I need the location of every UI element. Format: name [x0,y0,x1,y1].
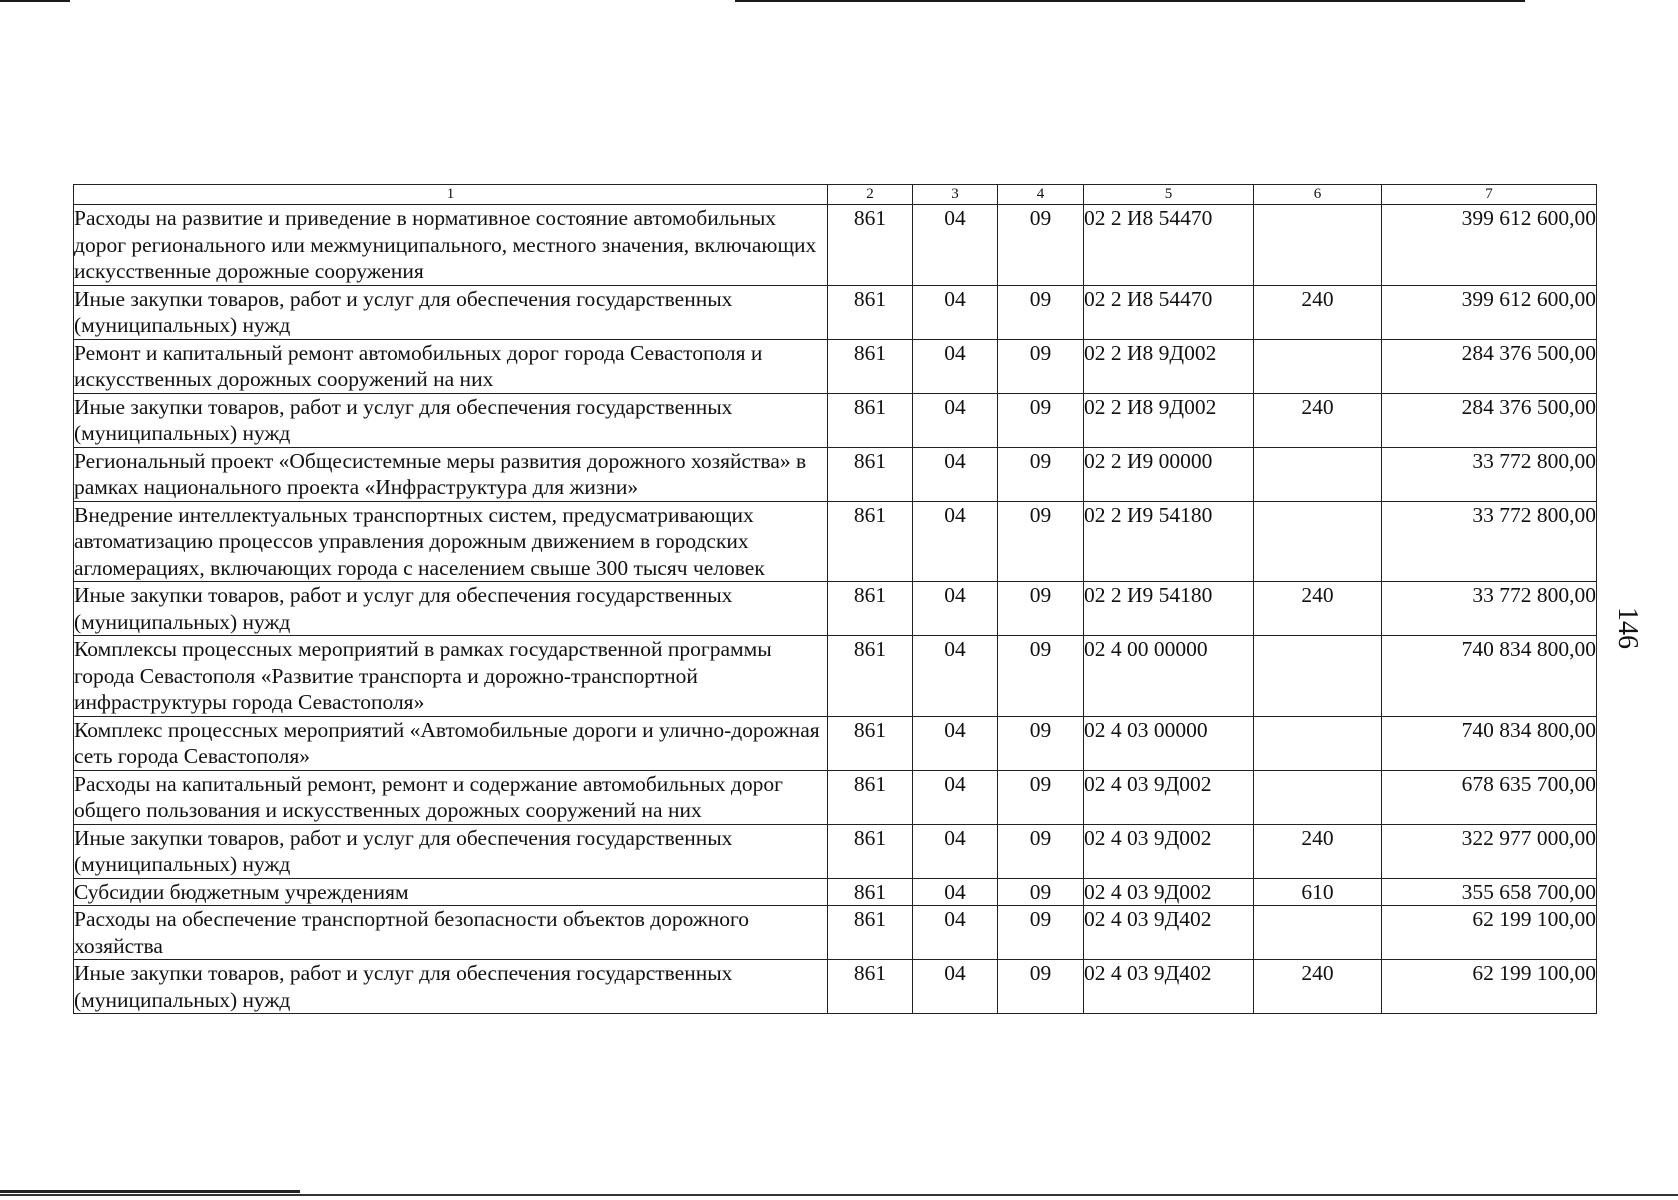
target-article-cell: 02 2 И9 54180 [1084,501,1254,582]
table-row [74,447,1597,501]
target-article-cell: 02 4 00 00000 [1084,636,1254,717]
amount-cell: 399 612 600,00 [1382,285,1597,339]
amount-cell: 62 199 100,00 [1382,906,1597,960]
subsection-cell: 09 [998,393,1084,447]
section-cell: 04 [913,501,998,582]
column-header-4: 4 [998,185,1084,205]
scan-edge-line [0,0,70,2]
table-row [74,636,1597,717]
admin-code-cell: 861 [828,636,913,717]
table-row [74,582,1597,636]
table-row [74,716,1597,770]
expense-type-cell: 240 [1254,824,1382,878]
target-article-cell: 02 2 И8 9Д002 [1084,339,1254,393]
expense-type-cell: 240 [1254,582,1382,636]
column-header-1: 1 [74,185,828,205]
admin-code-cell: 861 [828,824,913,878]
subsection-cell: 09 [998,447,1084,501]
row-name-cell: Внедрение интеллектуальных транспортных систем, предусматривающих автоматизацию процессов управления дорожным движением в городских агломерациях, включающих города с населением свыше 300 тысяч человек [74,501,828,582]
header-row [74,185,1597,205]
expense-type-cell: 240 [1254,393,1382,447]
section-cell: 04 [913,960,998,1014]
expense-type-cell [1254,339,1382,393]
target-article-cell: 02 4 03 9Д402 [1084,960,1254,1014]
budget-table [73,184,1597,1014]
expense-type-cell: 610 [1254,878,1382,906]
section-cell: 04 [913,770,998,824]
expense-type-cell [1254,205,1382,286]
target-article-cell: 02 2 И9 00000 [1084,447,1254,501]
section-cell: 04 [913,636,998,717]
section-cell: 04 [913,205,998,286]
expense-type-cell [1254,447,1382,501]
amount-cell: 284 376 500,00 [1382,339,1597,393]
amount-cell: 740 834 800,00 [1382,636,1597,717]
admin-code-cell: 861 [828,205,913,286]
target-article-cell: 02 4 03 9Д002 [1084,878,1254,906]
target-article-cell: 02 4 03 9Д402 [1084,906,1254,960]
column-header-6: 6 [1254,185,1382,205]
table-row [74,501,1597,582]
subsection-cell: 09 [998,824,1084,878]
scan-edge-line [0,1190,300,1193]
amount-cell: 33 772 800,00 [1382,501,1597,582]
amount-cell: 62 199 100,00 [1382,960,1597,1014]
row-name-cell: Иные закупки товаров, работ и услуг для обеспечения государственных (муниципальных) нужд [74,582,828,636]
subsection-cell: 09 [998,501,1084,582]
table-row [74,285,1597,339]
column-header-5: 5 [1084,185,1254,205]
admin-code-cell: 861 [828,393,913,447]
section-cell: 04 [913,285,998,339]
table-row [74,960,1597,1014]
admin-code-cell: 861 [828,878,913,906]
row-name-cell: Иные закупки товаров, работ и услуг для обеспечения государственных (муниципальных) нужд [74,824,828,878]
section-cell: 04 [913,906,998,960]
section-cell: 04 [913,824,998,878]
amount-cell: 284 376 500,00 [1382,393,1597,447]
row-name-cell: Иные закупки товаров, работ и услуг для обеспечения государственных (муниципальных) нужд [74,960,828,1014]
section-cell: 04 [913,582,998,636]
scan-edge-line [735,0,1525,2]
amount-cell: 33 772 800,00 [1382,582,1597,636]
expense-type-cell: 240 [1254,285,1382,339]
expense-type-cell: 240 [1254,960,1382,1014]
target-article-cell: 02 4 03 9Д002 [1084,824,1254,878]
row-name-cell: Иные закупки товаров, работ и услуг для обеспечения государственных (муниципальных) нужд [74,393,828,447]
row-name-cell: Комплекс процессных мероприятий «Автомобильные дороги и улично-дорожная сеть города Севастополя» [74,716,828,770]
page-number: 146 [1612,607,1643,649]
target-article-cell: 02 2 И8 54470 [1084,285,1254,339]
section-cell: 04 [913,878,998,906]
row-name-cell: Расходы на развитие и приведение в нормативное состояние автомобильных дорог регионального или межмуниципального, местного значения, включающих искусственные дорожные сооружения [74,205,828,286]
row-name-cell: Комплексы процессных мероприятий в рамках государственной программы города Севастополя «Развитие транспорта и дорожно-транспортной инфраструктуры города Севастополя» [74,636,828,717]
expense-type-cell [1254,770,1382,824]
row-name-cell: Ремонт и капитальный ремонт автомобильных дорог города Севастополя и искусственных дорожных сооружений на них [74,339,828,393]
admin-code-cell: 861 [828,770,913,824]
section-cell: 04 [913,716,998,770]
admin-code-cell: 861 [828,339,913,393]
target-article-cell: 02 2 И8 9Д002 [1084,393,1254,447]
subsection-cell: 09 [998,770,1084,824]
row-name-cell: Региональный проект «Общесистемные меры развития дорожного хозяйства» в рамках национального проекта «Инфраструктура для жизни» [74,447,828,501]
subsection-cell: 09 [998,906,1084,960]
admin-code-cell: 861 [828,960,913,1014]
admin-code-cell: 861 [828,285,913,339]
target-article-cell: 02 2 И8 54470 [1084,205,1254,286]
scan-edge-line [0,1194,1678,1196]
admin-code-cell: 861 [828,501,913,582]
subsection-cell: 09 [998,205,1084,286]
subsection-cell: 09 [998,878,1084,906]
subsection-cell: 09 [998,960,1084,1014]
amount-cell: 355 658 700,00 [1382,878,1597,906]
row-name-cell: Иные закупки товаров, работ и услуг для обеспечения государственных (муниципальных) нужд [74,285,828,339]
table-row [74,770,1597,824]
admin-code-cell: 861 [828,906,913,960]
expense-type-cell [1254,716,1382,770]
column-header-7: 7 [1382,185,1597,205]
subsection-cell: 09 [998,285,1084,339]
target-article-cell: 02 4 03 9Д002 [1084,770,1254,824]
section-cell: 04 [913,393,998,447]
table-body [74,205,1597,1014]
table-row [74,393,1597,447]
table-row [74,906,1597,960]
row-name-cell: Расходы на обеспечение транспортной безопасности объектов дорожного хозяйства [74,906,828,960]
amount-cell: 33 772 800,00 [1382,447,1597,501]
table-row [74,205,1597,286]
table-row [74,878,1597,906]
admin-code-cell: 861 [828,716,913,770]
expense-type-cell [1254,906,1382,960]
amount-cell: 399 612 600,00 [1382,205,1597,286]
subsection-cell: 09 [998,636,1084,717]
column-header-3: 3 [913,185,998,205]
row-name-cell: Расходы на капитальный ремонт, ремонт и содержание автомобильных дорог общего пользования и искусственных дорожных сооружений на них [74,770,828,824]
target-article-cell: 02 4 03 00000 [1084,716,1254,770]
subsection-cell: 09 [998,339,1084,393]
expense-type-cell [1254,636,1382,717]
subsection-cell: 09 [998,716,1084,770]
amount-cell: 322 977 000,00 [1382,824,1597,878]
column-header-2: 2 [828,185,913,205]
subsection-cell: 09 [998,582,1084,636]
target-article-cell: 02 2 И9 54180 [1084,582,1254,636]
admin-code-cell: 861 [828,582,913,636]
row-name-cell: Субсидии бюджетным учреждениям [74,878,828,906]
section-cell: 04 [913,447,998,501]
expense-type-cell [1254,501,1382,582]
admin-code-cell: 861 [828,447,913,501]
table-row [74,339,1597,393]
amount-cell: 740 834 800,00 [1382,716,1597,770]
amount-cell: 678 635 700,00 [1382,770,1597,824]
section-cell: 04 [913,339,998,393]
table-row [74,824,1597,878]
